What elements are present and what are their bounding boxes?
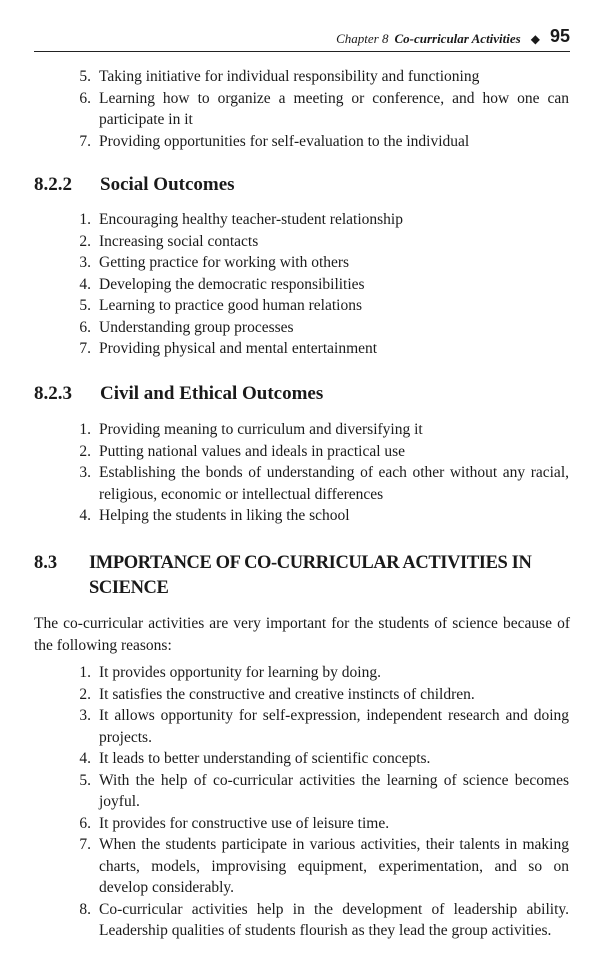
item-text: With the help of co-curricular activities the learning of science becomes joyful. xyxy=(99,771,569,810)
item-text: Establishing the bonds of understanding of each other without any racial, religious, economic or intellectual differences xyxy=(99,464,569,503)
item-text: Co-curricular activities help in the development of leadership ability. Leadership qualities of students flourish as they lead the group activities. xyxy=(99,900,569,939)
item-text: Taking initiative for individual responsibility and functioning xyxy=(99,68,480,85)
item-text: Helping the students in liking the school xyxy=(99,507,350,524)
list-item xyxy=(0,813,569,835)
item-number: 2. xyxy=(79,685,91,703)
list-item xyxy=(0,899,569,942)
item-number: 2. xyxy=(79,442,91,460)
section-number: 8.2.2 xyxy=(34,174,72,195)
item-number: 1. xyxy=(79,421,91,438)
list-item xyxy=(0,770,569,813)
item-text: Developing the democratic responsibilities xyxy=(99,275,365,293)
list-item xyxy=(0,66,569,88)
list-item xyxy=(0,295,569,317)
list-item xyxy=(0,705,569,748)
item-number: 6. xyxy=(79,89,91,107)
item-text: It satisfies the constructive and creative instincts of children. xyxy=(99,685,475,703)
item-text: Getting practice for working with others xyxy=(99,254,350,271)
item-text: It leads to better understanding of scientific concepts. xyxy=(99,750,431,767)
section-heading-importance xyxy=(34,551,574,601)
item-text: Putting national values and ideals in practical use xyxy=(99,442,406,460)
list-item xyxy=(0,274,569,296)
item-text: It allows opportunity for self-expression, independent research and doing projects. xyxy=(99,707,569,746)
list-item xyxy=(0,505,569,527)
diamond-icon: ◆ xyxy=(530,32,540,46)
item-number: 3. xyxy=(79,464,91,481)
section-title: IMPORTANCE OF CO-CURRICULAR ACTIVITIES IN SCIENCE xyxy=(89,553,532,598)
item-text: It provides opportunity for learning by doing. xyxy=(99,664,381,681)
item-number: 8. xyxy=(79,900,91,918)
item-text: Providing opportunities for self-evaluation to the individual xyxy=(99,132,470,150)
intro-paragraph: The co-curricular activities are very important for the students of science because of the following reasons: xyxy=(34,615,570,654)
section-heading-civil-ethical xyxy=(34,383,323,405)
item-text: Providing meaning to curriculum and diversifying it xyxy=(99,421,423,438)
list-importance-reasons xyxy=(0,662,569,942)
item-number: 7. xyxy=(79,132,91,150)
item-number: 2. xyxy=(79,232,91,250)
item-number: 1. xyxy=(79,664,91,681)
list-item xyxy=(0,441,569,463)
item-number: 5. xyxy=(79,771,91,789)
section-number: 8.3 xyxy=(34,553,58,573)
item-number: 3. xyxy=(79,254,91,271)
section-title: Social Outcomes xyxy=(100,174,235,195)
section-title: Civil and Ethical Outcomes xyxy=(100,383,324,404)
item-text: Learning how to organize a meeting or conference, and how one can participate in it xyxy=(99,89,569,128)
section-number: 8.2.3 xyxy=(34,383,72,404)
item-text: It provides for constructive use of leisure time. xyxy=(99,814,390,832)
list-item xyxy=(0,131,569,153)
page-number: 95 xyxy=(549,26,570,46)
list-item xyxy=(0,662,569,684)
list-social-outcomes xyxy=(0,209,569,360)
item-text: Encouraging healthy teacher-student relationship xyxy=(99,211,403,228)
list-item xyxy=(0,209,569,231)
item-text: Learning to practice good human relations xyxy=(99,297,362,314)
item-number: 4. xyxy=(79,507,91,524)
list-civil-ethical-outcomes xyxy=(0,419,569,527)
list-item xyxy=(0,684,569,706)
item-number: 5. xyxy=(79,297,91,314)
section-heading-social-outcomes xyxy=(34,174,235,196)
list-item xyxy=(0,231,569,253)
list-item xyxy=(0,252,569,274)
item-number: 1. xyxy=(79,211,91,228)
item-number: 7. xyxy=(79,340,91,357)
header-title: Co-curricular Activities xyxy=(394,31,521,46)
item-number: 6. xyxy=(79,318,91,336)
list-item xyxy=(0,338,569,360)
item-text: Increasing social contacts xyxy=(99,232,259,250)
list-item xyxy=(0,317,569,339)
item-number: 4. xyxy=(79,750,91,767)
list-item xyxy=(0,88,569,131)
item-number: 6. xyxy=(79,814,91,832)
list-item xyxy=(0,834,569,899)
list-item xyxy=(0,462,569,505)
item-text: Understanding group processes xyxy=(99,318,294,336)
item-number: 7. xyxy=(79,836,91,853)
running-header xyxy=(34,28,570,52)
header-chapter: Chapter 8 xyxy=(336,31,389,46)
item-text: When the students participate in various activities, their talents in making charts, models, improvising equipment, experimentation, and so on develop considerably. xyxy=(99,836,569,896)
list-item xyxy=(0,419,569,441)
item-text: Providing physical and mental entertainment xyxy=(99,340,378,357)
item-number: 3. xyxy=(79,707,91,724)
list-item xyxy=(0,748,569,770)
list-continued-outcomes xyxy=(0,66,569,152)
item-number: 5. xyxy=(79,68,91,85)
item-number: 4. xyxy=(79,275,91,293)
